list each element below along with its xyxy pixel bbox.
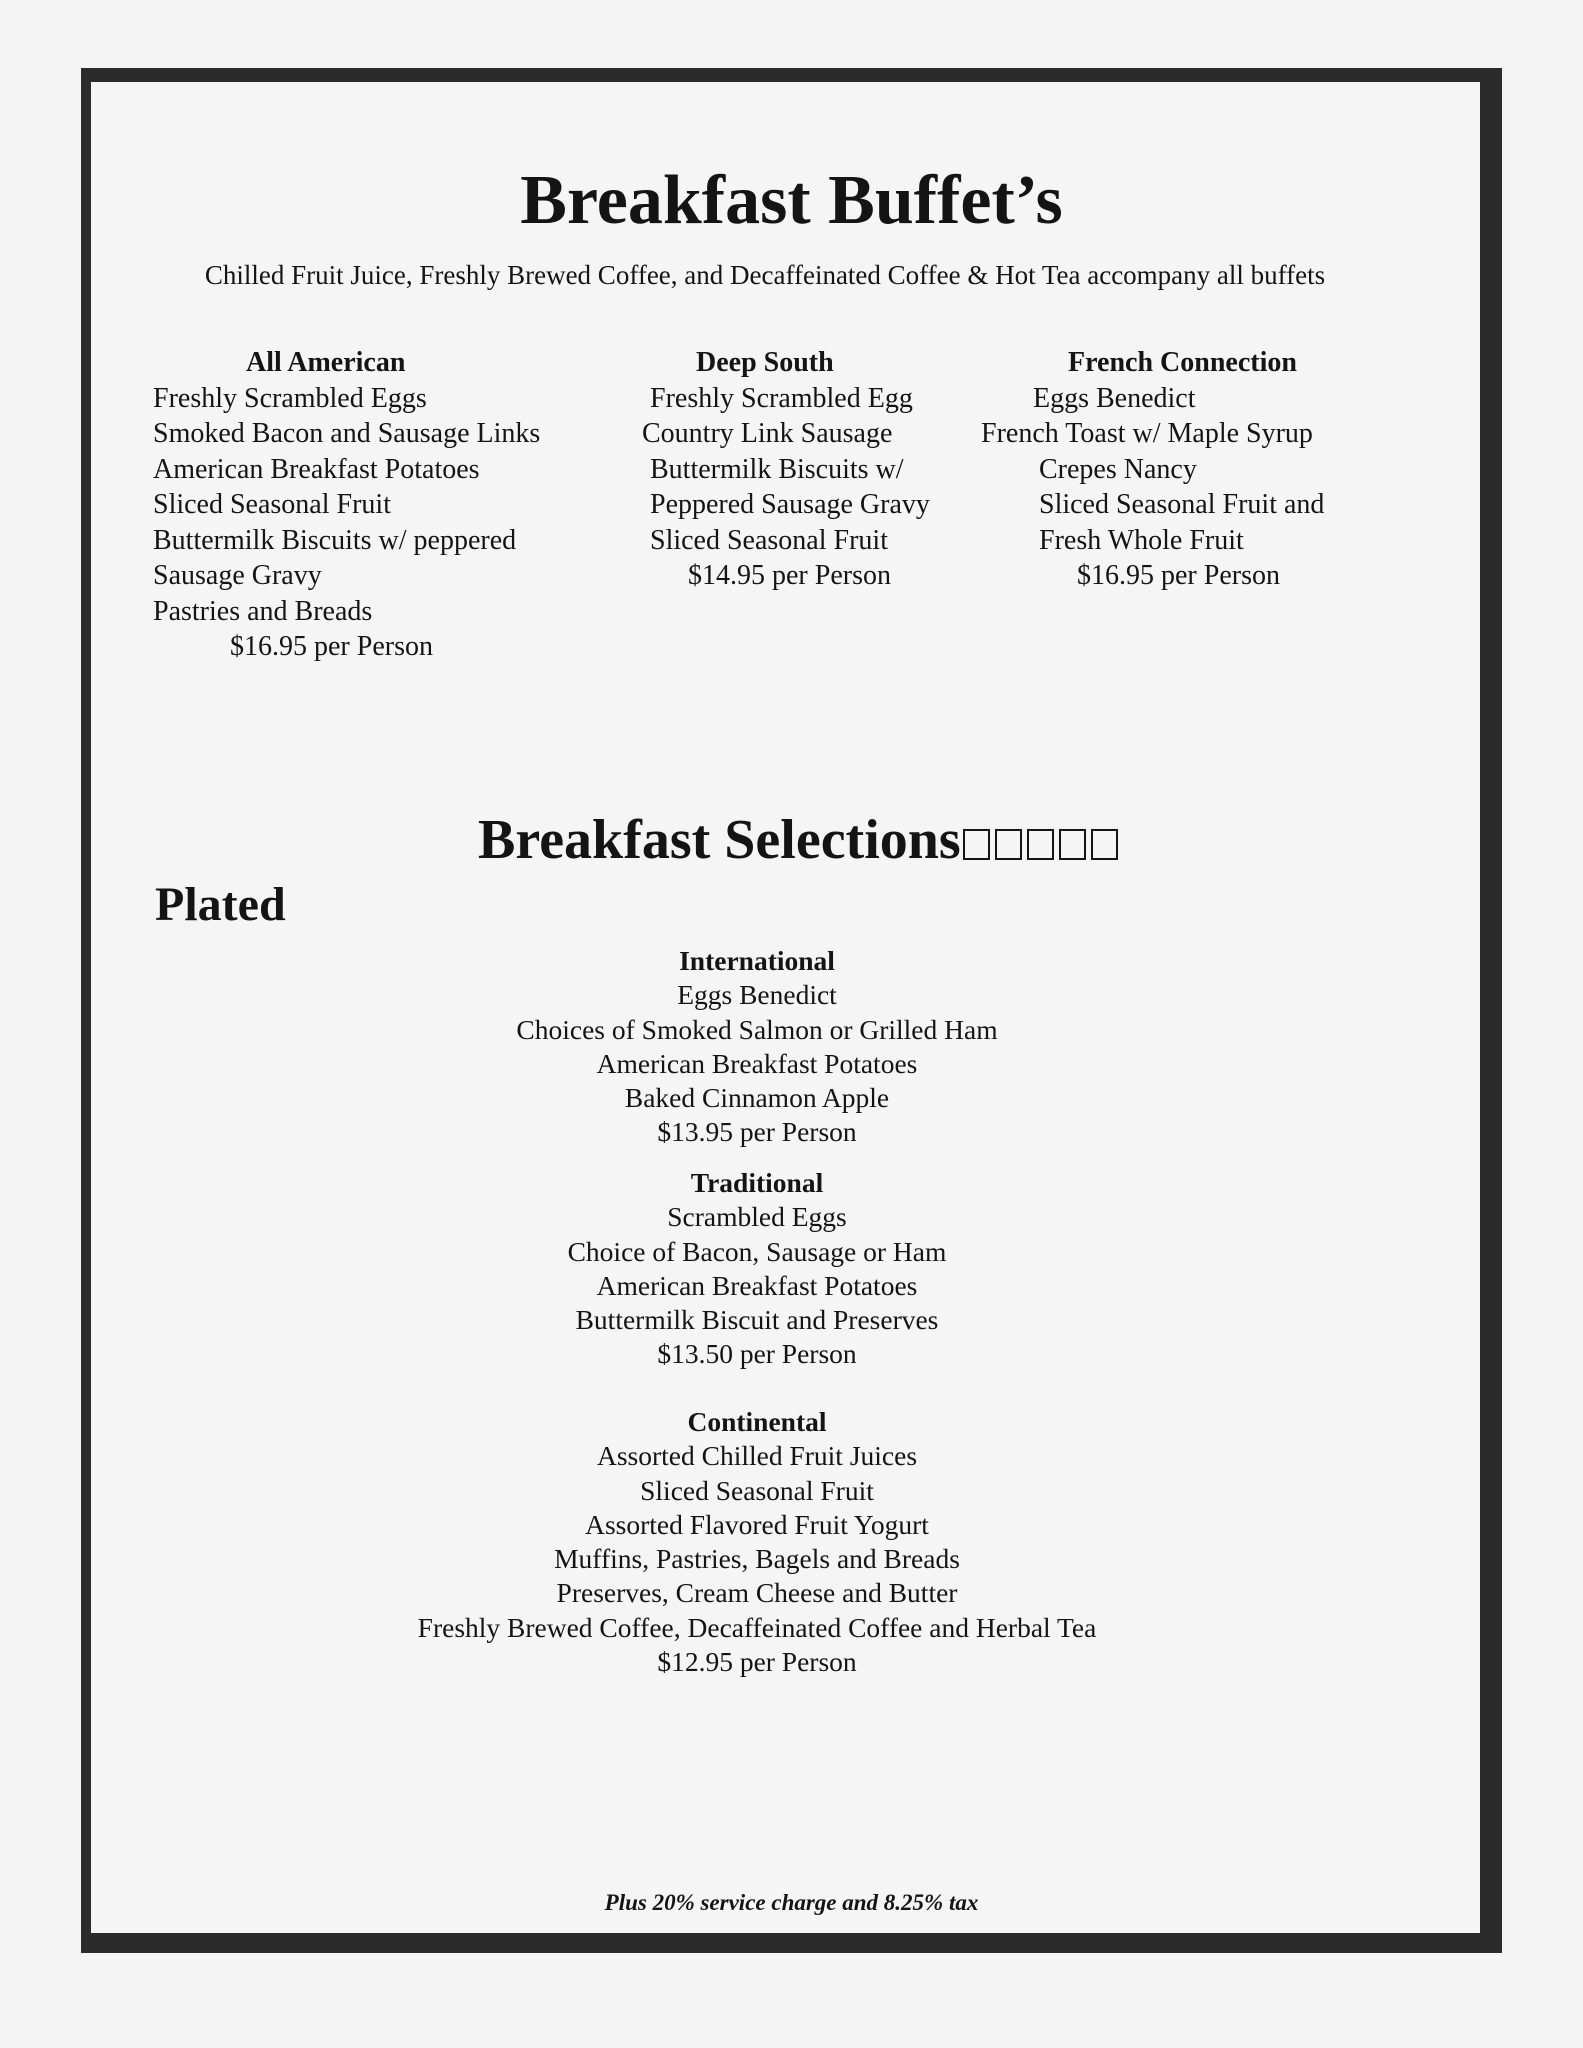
service-charge-note: Plus 20% service charge and 8.25% tax: [604, 1890, 979, 1915]
buffet-item: Sliced Seasonal Fruit and: [1039, 489, 1325, 520]
buffet-item: Eggs Benedict: [1033, 382, 1196, 414]
buffet-column-deep-south: [642, 345, 930, 594]
buffet-heading: French Connection: [1068, 347, 1297, 378]
section-item: Assorted Chilled Fruit Juices: [596, 1440, 918, 1472]
section-item: Scrambled Eggs: [667, 1201, 847, 1233]
buffets-title: Breakfast Buffet’s: [520, 162, 1063, 239]
plated-section-international: [300, 944, 1214, 1150]
missing-glyph-boxes: [963, 805, 1123, 875]
buffet-heading: Deep South: [696, 347, 834, 378]
plated-label: Plated: [155, 878, 286, 931]
buffet-price: $16.95 per Person: [230, 631, 433, 662]
selections-title-text: Breakfast Selections: [478, 809, 961, 871]
section-price: $13.50 per Person: [657, 1338, 857, 1370]
buffet-item: Sliced Seasonal Fruit: [153, 489, 391, 520]
buffet-heading: All American: [246, 347, 406, 378]
buffet-price: $16.95 per Person: [1077, 560, 1280, 591]
section-price: $13.95 per Person: [657, 1116, 857, 1148]
section-item: Preserves, Cream Cheese and Butter: [556, 1577, 958, 1609]
section-item: Freshly Brewed Coffee, Decaffeinated Coffee and Herbal Tea: [417, 1611, 1097, 1643]
buffet-item: French Toast w/ Maple Syrup: [981, 418, 1313, 449]
buffet-item: Peppered Sausage Gravy: [650, 489, 930, 520]
buffet-item: Buttermilk Biscuits w/: [650, 453, 904, 485]
buffet-column-all-american: [153, 345, 540, 665]
selections-title: [478, 805, 1123, 875]
buffet-item: Pastries and Breads: [153, 595, 373, 627]
buffets-intro: Chilled Fruit Juice, Freshly Brewed Coffee, and Decaffeinated Coffee & Hot Tea accompany all buffets: [204, 260, 1326, 290]
buffet-item: American Breakfast Potatoes: [153, 453, 480, 485]
section-item: Eggs Benedict: [677, 979, 837, 1011]
buffet-price: $14.95 per Person: [688, 560, 891, 591]
section-item: Sliced Seasonal Fruit: [640, 1474, 874, 1506]
section-heading: Continental: [687, 1406, 827, 1437]
section-item: American Breakfast Potatoes: [596, 1269, 918, 1301]
plated-section-traditional: [300, 1166, 1214, 1372]
section-item: American Breakfast Potatoes: [596, 1047, 918, 1079]
buffet-item: Country Link Sausage: [642, 418, 893, 449]
section-price: $12.95 per Person: [657, 1646, 857, 1678]
buffet-item: Freshly Scrambled Egg: [650, 382, 913, 414]
buffet-item: Freshly Scrambled Eggs: [153, 382, 427, 414]
buffet-item: Crepes Nancy: [1039, 453, 1197, 485]
section-item: Choices of Smoked Salmon or Grilled Ham: [516, 1013, 998, 1045]
section-item: Assorted Flavored Fruit Yogurt: [585, 1508, 929, 1540]
plated-section-continental: [300, 1405, 1214, 1679]
buffet-item: Buttermilk Biscuits w/ peppered: [153, 524, 517, 556]
section-item: Buttermilk Biscuit and Preserves: [575, 1304, 939, 1336]
section-heading: Traditional: [690, 1167, 824, 1198]
buffet-item: Smoked Bacon and Sausage Links: [153, 418, 541, 449]
buffet-item: Sausage Gravy: [153, 560, 322, 591]
section-heading: International: [679, 945, 835, 976]
section-item: Choice of Bacon, Sausage or Ham: [567, 1235, 947, 1267]
section-item: Baked Cinnamon Apple: [624, 1082, 890, 1114]
buffet-item: Fresh Whole Fruit: [1039, 524, 1244, 556]
buffet-item: Sliced Seasonal Fruit: [650, 524, 888, 556]
section-item: Muffins, Pastries, Bagels and Breads: [554, 1543, 960, 1575]
buffet-column-french-connection: [981, 345, 1324, 594]
